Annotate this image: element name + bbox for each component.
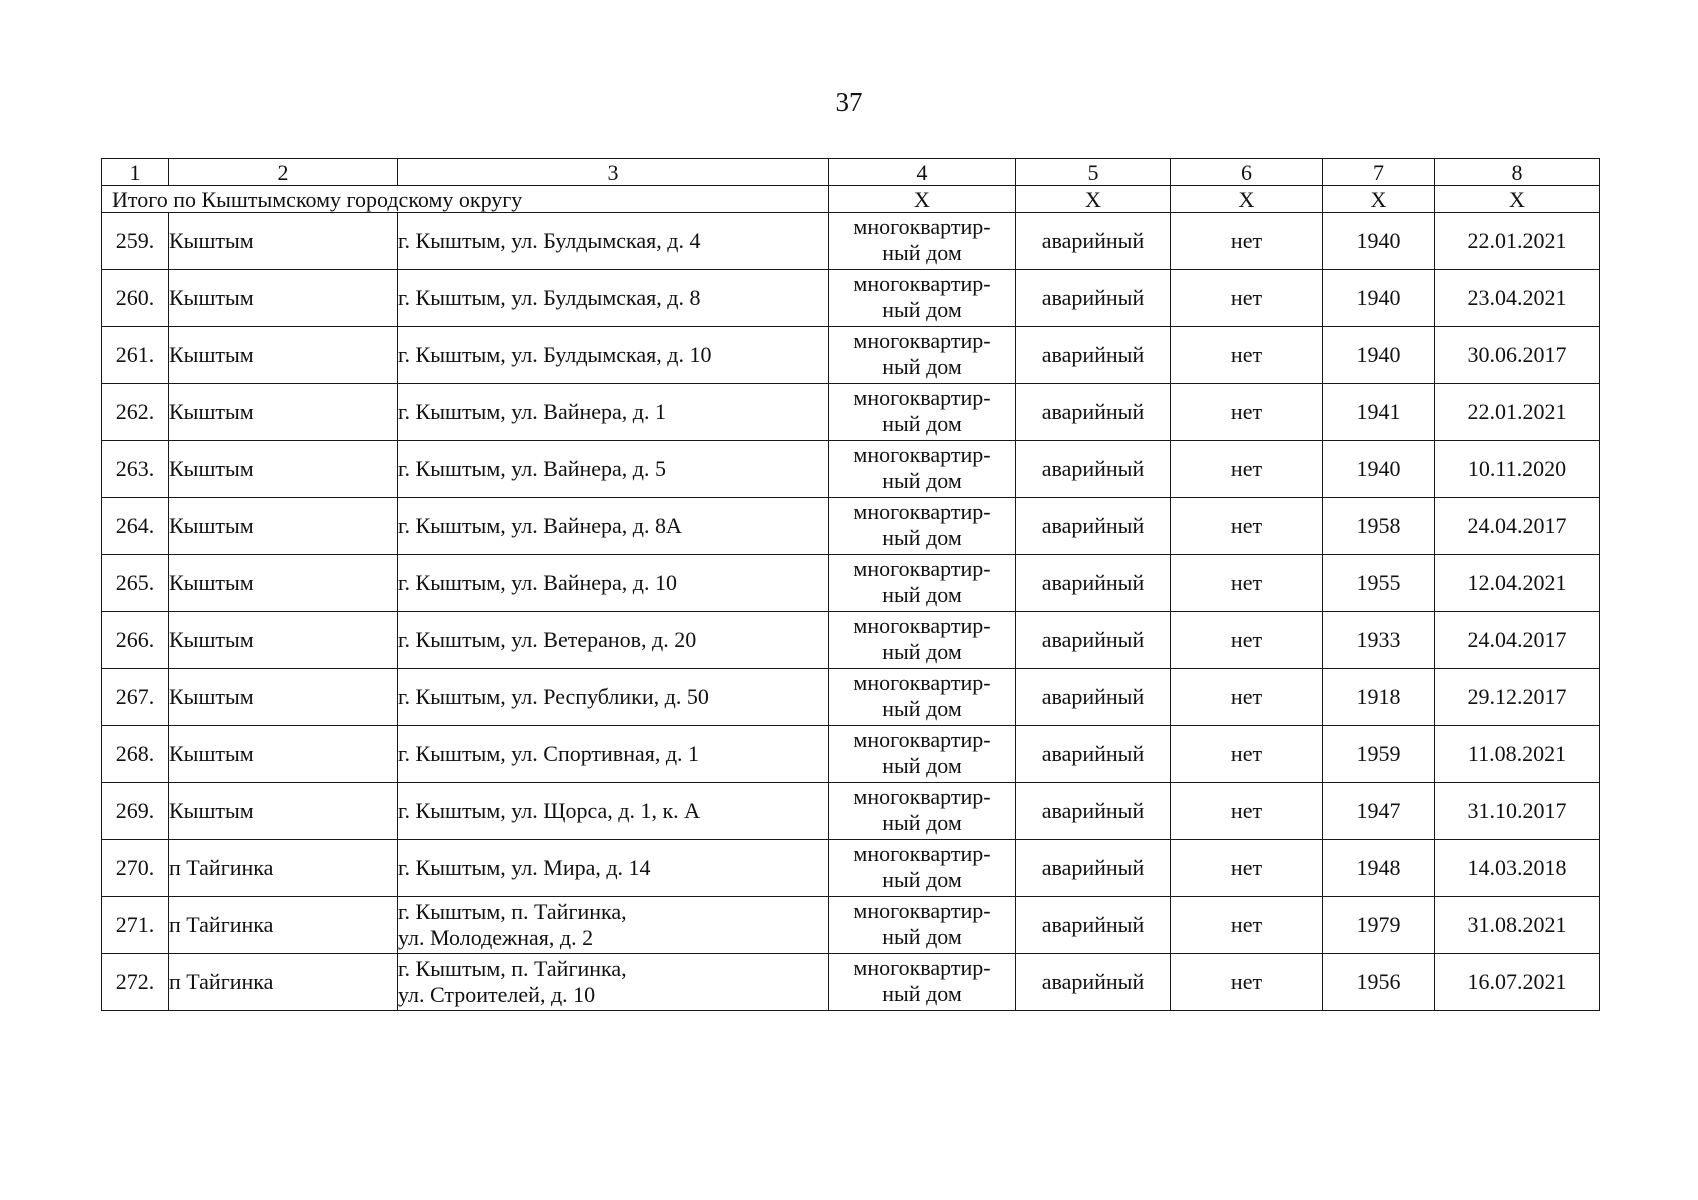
building-type-line: многоквартир-: [853, 898, 991, 923]
flag-cell: нет: [1171, 441, 1323, 498]
address-line: г. Кыштым, ул. Ветеранов, д. 20: [398, 627, 697, 652]
locality-cell: Кыштым: [169, 270, 398, 327]
condition-cell: аварийный: [1016, 612, 1171, 669]
address-line: г. Кыштым, ул. Спортивная, д. 1: [398, 741, 700, 766]
date-cell: 11.08.2021: [1435, 726, 1600, 783]
address-cell: [398, 669, 829, 726]
address-line: г. Кыштым, ул. Мира, д. 14: [398, 855, 651, 880]
flag-cell: нет: [1171, 384, 1323, 441]
condition-cell: аварийный: [1016, 270, 1171, 327]
building-type-cell: [829, 384, 1016, 441]
column-number: 8: [1435, 159, 1600, 186]
building-type-line: многоквартир-: [853, 670, 991, 695]
table-row: [102, 270, 1600, 327]
building-type-line: многоквартир-: [853, 556, 991, 581]
building-type-cell: [829, 954, 1016, 1011]
date-cell: 10.11.2020: [1435, 441, 1600, 498]
table-row: [102, 897, 1600, 954]
locality-cell: п Тайгинка: [169, 897, 398, 954]
column-number: 3: [398, 159, 829, 186]
flag-cell: нет: [1171, 726, 1323, 783]
address-cell: [398, 441, 829, 498]
table-row: [102, 612, 1600, 669]
building-type-cell: [829, 726, 1016, 783]
column-number-row: [102, 159, 1600, 186]
condition-cell: аварийный: [1016, 441, 1171, 498]
condition-cell: аварийный: [1016, 498, 1171, 555]
address-cell: [398, 213, 829, 270]
building-type-line: многоквартир-: [853, 727, 991, 752]
row-number-cell: 272.: [102, 954, 169, 1011]
condition-cell: аварийный: [1016, 897, 1171, 954]
building-type-line: ный дом: [882, 240, 962, 265]
condition-cell: аварийный: [1016, 384, 1171, 441]
column-number: 1: [102, 159, 169, 186]
table-row: [102, 555, 1600, 612]
column-number: 7: [1323, 159, 1435, 186]
year-cell: 1956: [1323, 954, 1435, 1011]
row-number-cell: 259.: [102, 213, 169, 270]
address-line: ул. Молодежная, д. 2: [398, 925, 594, 950]
flag-cell: нет: [1171, 612, 1323, 669]
table-row: [102, 327, 1600, 384]
year-cell: 1958: [1323, 498, 1435, 555]
building-type-cell: [829, 327, 1016, 384]
total-x-cell: Х: [1171, 186, 1323, 213]
row-number-cell: 271.: [102, 897, 169, 954]
condition-cell: аварийный: [1016, 954, 1171, 1011]
flag-cell: нет: [1171, 897, 1323, 954]
building-type-line: многоквартир-: [853, 955, 991, 980]
address-cell: [398, 555, 829, 612]
year-cell: 1979: [1323, 897, 1435, 954]
row-number-cell: 270.: [102, 840, 169, 897]
building-type-line: многоквартир-: [853, 613, 991, 638]
table-body: [102, 159, 1600, 1011]
date-cell: 31.08.2021: [1435, 897, 1600, 954]
condition-cell: аварийный: [1016, 669, 1171, 726]
flag-cell: нет: [1171, 555, 1323, 612]
date-cell: 23.04.2021: [1435, 270, 1600, 327]
row-number-cell: 263.: [102, 441, 169, 498]
building-type-line: многоквартир-: [853, 271, 991, 296]
year-cell: 1940: [1323, 327, 1435, 384]
row-number-cell: 260.: [102, 270, 169, 327]
row-number-cell: 269.: [102, 783, 169, 840]
year-cell: 1933: [1323, 612, 1435, 669]
locality-cell: Кыштым: [169, 783, 398, 840]
building-type-line: ный дом: [882, 354, 962, 379]
building-type-line: ный дом: [882, 753, 962, 778]
total-x-cell: Х: [1435, 186, 1600, 213]
column-number: 6: [1171, 159, 1323, 186]
address-line: г. Кыштым, ул. Вайнера, д. 5: [398, 456, 666, 481]
building-type-line: ный дом: [882, 525, 962, 550]
date-cell: 12.04.2021: [1435, 555, 1600, 612]
table-row: [102, 954, 1600, 1011]
date-cell: 14.03.2018: [1435, 840, 1600, 897]
building-type-line: ный дом: [882, 924, 962, 949]
building-type-cell: [829, 669, 1016, 726]
address-cell: [398, 327, 829, 384]
address-line: г. Кыштым, ул. Булдымская, д. 8: [398, 285, 701, 310]
address-line: г. Кыштым, ул. Республики, д. 50: [398, 684, 709, 709]
date-cell: 29.12.2017: [1435, 669, 1600, 726]
building-type-cell: [829, 897, 1016, 954]
date-cell: 24.04.2017: [1435, 498, 1600, 555]
address-cell: [398, 783, 829, 840]
year-cell: 1918: [1323, 669, 1435, 726]
building-type-line: ный дом: [882, 582, 962, 607]
date-cell: 22.01.2021: [1435, 384, 1600, 441]
year-cell: 1947: [1323, 783, 1435, 840]
building-type-line: многоквартир-: [853, 784, 991, 809]
flag-cell: нет: [1171, 327, 1323, 384]
table-row: [102, 669, 1600, 726]
condition-cell: аварийный: [1016, 327, 1171, 384]
locality-cell: Кыштым: [169, 327, 398, 384]
address-line: ул. Строителей, д. 10: [398, 982, 596, 1007]
total-x-cell: Х: [1323, 186, 1435, 213]
address-line: г. Кыштым, п. Тайгинка,: [398, 956, 627, 981]
row-number-cell: 267.: [102, 669, 169, 726]
building-type-line: ный дом: [882, 639, 962, 664]
year-cell: 1940: [1323, 441, 1435, 498]
building-type-cell: [829, 498, 1016, 555]
address-cell: [398, 726, 829, 783]
building-type-line: ный дом: [882, 981, 962, 1006]
building-type-cell: [829, 555, 1016, 612]
date-cell: 16.07.2021: [1435, 954, 1600, 1011]
flag-cell: нет: [1171, 498, 1323, 555]
flag-cell: нет: [1171, 270, 1323, 327]
year-cell: 1941: [1323, 384, 1435, 441]
address-line: г. Кыштым, ул. Вайнера, д. 10: [398, 570, 677, 595]
address-line: г. Кыштым, ул. Вайнера, д. 1: [398, 399, 666, 424]
building-type-cell: [829, 441, 1016, 498]
building-type-line: ный дом: [882, 810, 962, 835]
column-number: 2: [169, 159, 398, 186]
address-line: г. Кыштым, п. Тайгинка,: [398, 899, 627, 924]
locality-cell: Кыштым: [169, 669, 398, 726]
address-cell: [398, 840, 829, 897]
table-row: [102, 726, 1600, 783]
total-x-cell: Х: [1016, 186, 1171, 213]
building-type-line: ный дом: [882, 411, 962, 436]
address-line: г. Кыштым, ул. Булдымская, д. 4: [398, 228, 701, 253]
address-line: г. Кыштым, ул. Вайнера, д. 8А: [398, 513, 682, 538]
building-type-line: ный дом: [882, 468, 962, 493]
locality-cell: п Тайгинка: [169, 954, 398, 1011]
row-number-cell: 264.: [102, 498, 169, 555]
housing-registry-table: [101, 158, 1600, 1011]
page-number: 37: [835, 87, 863, 117]
year-cell: 1959: [1323, 726, 1435, 783]
date-cell: 31.10.2017: [1435, 783, 1600, 840]
address-cell: [398, 954, 829, 1011]
year-cell: 1940: [1323, 213, 1435, 270]
column-number: 4: [829, 159, 1016, 186]
flag-cell: нет: [1171, 783, 1323, 840]
building-type-cell: [829, 270, 1016, 327]
building-type-line: многоквартир-: [853, 442, 991, 467]
building-type-line: ный дом: [882, 297, 962, 322]
row-number-cell: 268.: [102, 726, 169, 783]
year-cell: 1948: [1323, 840, 1435, 897]
locality-cell: Кыштым: [169, 555, 398, 612]
address-cell: [398, 384, 829, 441]
table-row: [102, 783, 1600, 840]
building-type-line: многоквартир-: [853, 214, 991, 239]
table-row: [102, 384, 1600, 441]
table-row: [102, 441, 1600, 498]
address-cell: [398, 612, 829, 669]
condition-cell: аварийный: [1016, 783, 1171, 840]
flag-cell: нет: [1171, 954, 1323, 1011]
locality-cell: Кыштым: [169, 726, 398, 783]
building-type-line: многоквартир-: [853, 841, 991, 866]
year-cell: 1955: [1323, 555, 1435, 612]
total-label: Итого по Кыштымскому городскому округу: [102, 186, 829, 213]
locality-cell: п Тайгинка: [169, 840, 398, 897]
flag-cell: нет: [1171, 669, 1323, 726]
building-type-cell: [829, 840, 1016, 897]
address-cell: [398, 498, 829, 555]
address-line: г. Кыштым, ул. Булдымская, д. 10: [398, 342, 712, 367]
total-x-cell: Х: [829, 186, 1016, 213]
address-cell: [398, 270, 829, 327]
building-type-line: ный дом: [882, 696, 962, 721]
flag-cell: нет: [1171, 840, 1323, 897]
building-type-line: ный дом: [882, 867, 962, 892]
date-cell: 24.04.2017: [1435, 612, 1600, 669]
date-cell: 22.01.2021: [1435, 213, 1600, 270]
year-cell: 1940: [1323, 270, 1435, 327]
building-type-cell: [829, 783, 1016, 840]
locality-cell: Кыштым: [169, 213, 398, 270]
building-type-cell: [829, 213, 1016, 270]
row-number-cell: 265.: [102, 555, 169, 612]
building-type-line: многоквартир-: [853, 499, 991, 524]
address-line: г. Кыштым, ул. Щорса, д. 1, к. А: [398, 798, 701, 823]
table-row: [102, 840, 1600, 897]
date-cell: 30.06.2017: [1435, 327, 1600, 384]
locality-cell: Кыштым: [169, 612, 398, 669]
flag-cell: нет: [1171, 213, 1323, 270]
condition-cell: аварийный: [1016, 213, 1171, 270]
building-type-line: многоквартир-: [853, 385, 991, 410]
building-type-line: многоквартир-: [853, 328, 991, 353]
row-number-cell: 266.: [102, 612, 169, 669]
condition-cell: аварийный: [1016, 840, 1171, 897]
condition-cell: аварийный: [1016, 726, 1171, 783]
column-number: 5: [1016, 159, 1171, 186]
condition-cell: аварийный: [1016, 555, 1171, 612]
address-cell: [398, 897, 829, 954]
row-number-cell: 261.: [102, 327, 169, 384]
table-row: [102, 213, 1600, 270]
table-row: [102, 498, 1600, 555]
building-type-cell: [829, 612, 1016, 669]
locality-cell: Кыштым: [169, 441, 398, 498]
locality-cell: Кыштым: [169, 498, 398, 555]
row-number-cell: 262.: [102, 384, 169, 441]
locality-cell: Кыштым: [169, 384, 398, 441]
total-row: [102, 186, 1600, 213]
